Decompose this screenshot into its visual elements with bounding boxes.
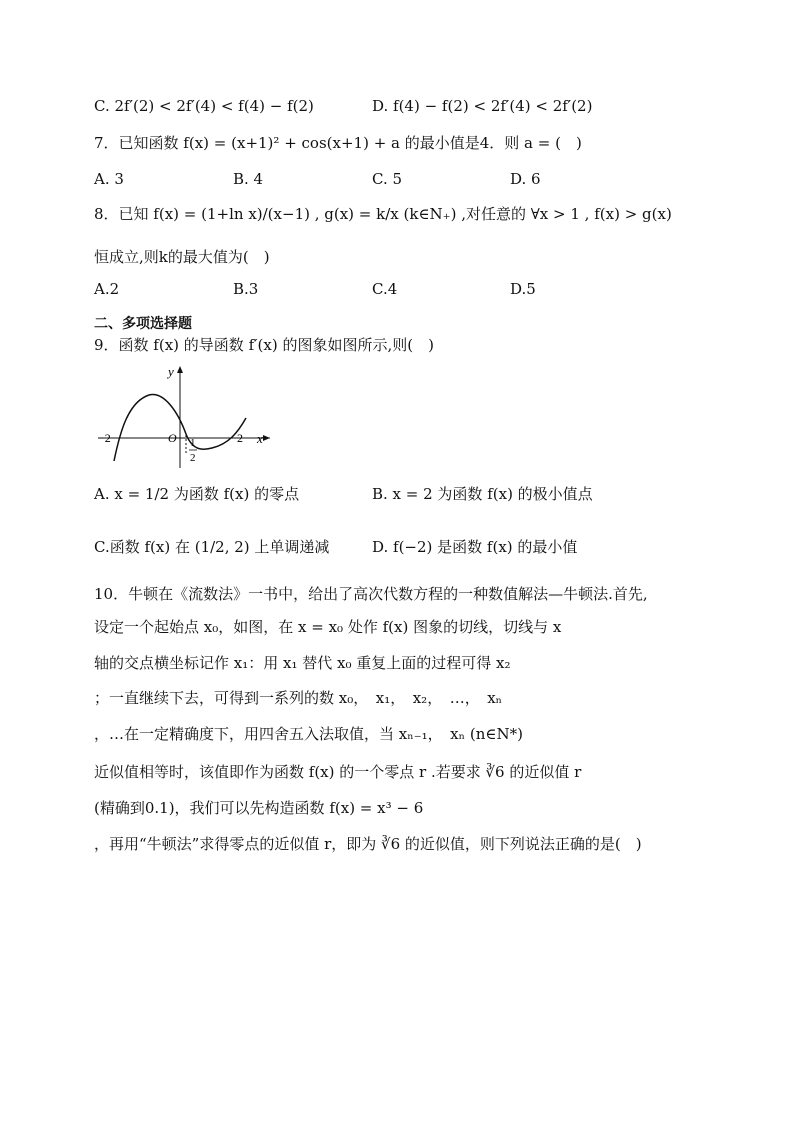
q8-stem-continued: 恒成立,则k的最大值为( ): [94, 248, 270, 266]
q9-option-a: A. x = 1/2 为函数 f(x) 的零点: [94, 485, 300, 503]
q7-option-a: A. 3: [94, 170, 124, 188]
x-axis-label: x: [257, 431, 263, 446]
q8-option-a: A.2: [94, 280, 120, 298]
y-axis-label: y: [168, 364, 174, 379]
q9-option-b: B. x = 2 为函数 f(x) 的极小值点: [372, 485, 593, 503]
q6-option-c: C. 2f′(2) < 2f′(4) < f(4) − f(2): [94, 97, 314, 115]
tick-neg-2: −2: [98, 431, 111, 445]
section-heading: 二、多项选择题: [94, 316, 192, 332]
q9-stem: 9．函数 f(x) 的导函数 f′(x) 的图象如图所示,则( ): [94, 336, 434, 354]
y-axis-arrow: [177, 366, 183, 373]
q8-option-d: D.5: [510, 280, 536, 298]
q7-stem: 7．已知函数 f(x) = (x+1)² + cos(x+1) + a 的最小值是4．则 a = ( ): [94, 134, 582, 152]
q9-option-d: D. f(−2) 是函数 f(x) 的最小值: [372, 538, 578, 556]
q7-option-d: D. 6: [510, 170, 541, 188]
q9-option-c: C.函数 f(x) 在 (1/2, 2) 上单调递减: [94, 538, 330, 556]
q10-line-4: ；一直继续下去，可得到一系列的数 x₀， x₁， x₂， …， xₙ: [94, 689, 503, 707]
q8-option-c: C.4: [372, 280, 398, 298]
q6-option-d: D. f(4) − f(2) < 2f′(4) < 2f′(2): [372, 97, 593, 115]
q10-line-2: 设定一个起始点 x₀，如图，在 x = x₀ 处作 f(x) 图象的切线，切线与 x: [94, 618, 562, 636]
origin-label: O: [168, 431, 177, 445]
q10-line-6: 近似值相等时，该值即作为函数 f(x) 的一个零点 r .若要求 ∛6 的近似值 r: [94, 763, 582, 781]
q10-line-8: ，再用“牛顿法”求得零点的近似值 r，即为 ∛6 的近似值，则下列说法正确的是( ): [94, 835, 642, 853]
q7-option-c: C. 5: [372, 170, 403, 188]
x-axis-arrow: [263, 435, 270, 441]
q8-option-b: B.3: [233, 280, 259, 298]
derivative-graph: [94, 362, 284, 474]
q10-line-3: 轴的交点横坐标记作 x₁：用 x₁ 替代 x₀ 重复上面的过程可得 x₂: [94, 654, 511, 672]
q10-line-5: ，…在一定精确度下，用四舍五入法取值，当 xₙ₋₁， xₙ (n∈N*): [94, 725, 523, 743]
q10-line-7: (精确到0.1)，我们可以先构造函数 f(x) = x³ − 6: [94, 799, 424, 817]
tick-half-denominator: 2: [190, 452, 196, 464]
tick-2: 2: [237, 431, 243, 445]
q10-line-1: 10．牛顿在《流数法》一书中，给出了高次代数方程的一种数值解法—牛顿法.首先,: [94, 585, 648, 603]
q8-stem: 8．已知 f(x) = (1+ln x)/(x−1) , g(x) = k/x (k∈N₊) ,对任意的 ∀x > 1 , f(x) > g(x): [94, 205, 672, 223]
q7-option-b: B. 4: [233, 170, 264, 188]
tick-half-numerator: 1: [190, 437, 196, 449]
